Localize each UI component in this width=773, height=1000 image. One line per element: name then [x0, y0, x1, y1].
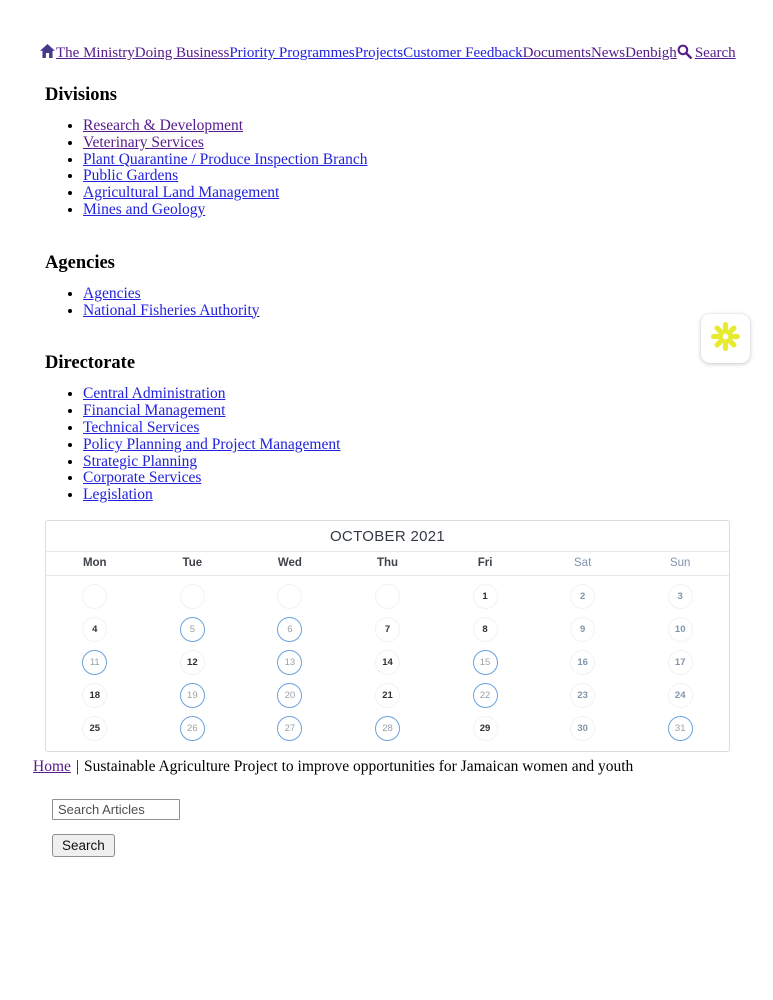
calendar-event-day-20[interactable]: 20: [277, 683, 302, 708]
calendar-cell: [241, 712, 339, 745]
section-list: [45, 118, 773, 219]
list-item: [83, 470, 773, 487]
calendar-cell: [534, 580, 632, 613]
section-divisions: [0, 85, 773, 219]
calendar-cell: [46, 712, 144, 745]
calendar-event-day-28[interactable]: 28: [375, 716, 400, 741]
calendar-day-10: 10: [668, 617, 693, 642]
section-agencies: [0, 253, 773, 320]
link-agencies[interactable]: Agencies: [83, 284, 141, 302]
calendar-cell: [436, 646, 534, 679]
section-heading-agencies: Agencies: [45, 252, 115, 273]
accessibility-widget-button[interactable]: [701, 314, 750, 363]
calendar-title: OCTOBER 2021: [46, 521, 729, 552]
calendar-event-day-13[interactable]: 13: [277, 650, 302, 675]
nav-link-denbigh[interactable]: Denbigh: [625, 45, 677, 61]
list-item: [83, 168, 773, 185]
link-technical-services[interactable]: Technical Services: [83, 418, 200, 436]
breadcrumb-current-page: Sustainable Agriculture Project to improve opportunities for Jamaican women and youth: [84, 757, 634, 775]
link-central-administration[interactable]: Central Administration: [83, 385, 226, 403]
link-sections: [0, 85, 773, 504]
calendar-event-day-15[interactable]: 15: [473, 650, 498, 675]
list-item: [83, 487, 773, 504]
calendar-cell: [241, 580, 339, 613]
asterisk-icon: [710, 321, 741, 357]
calendar-day-2: 2: [570, 584, 595, 609]
calendar-cell: [144, 679, 242, 712]
calendar-cell: [241, 679, 339, 712]
calendar-cell: [144, 613, 242, 646]
calendar-day-29: 29: [473, 716, 498, 741]
list-item: [83, 202, 773, 219]
section-list: [45, 286, 773, 320]
calendar-dayname-tue: Tue: [182, 556, 203, 569]
calendar-event-day-26[interactable]: 26: [180, 716, 205, 741]
events-calendar: [45, 520, 730, 752]
calendar-day-18: 18: [82, 683, 107, 708]
section-directorate: [0, 353, 773, 504]
calendar-day-21: 21: [375, 683, 400, 708]
calendar-cell: [241, 646, 339, 679]
link-plant-quarantine-produce-inspection-branch[interactable]: Plant Quarantine / Produce Inspection Branch: [83, 150, 368, 168]
calendar-day-16: 16: [570, 650, 595, 675]
nav-link-priority-programmes[interactable]: Priority Programmes: [229, 45, 355, 61]
calendar-event-day-6[interactable]: 6: [277, 617, 302, 642]
calendar-day-17: 17: [668, 650, 693, 675]
list-item: [83, 118, 773, 135]
calendar-dayname-thu: Thu: [376, 556, 399, 569]
calendar-day-8: 8: [473, 617, 498, 642]
calendar-day-3: 3: [668, 584, 693, 609]
link-financial-management[interactable]: Financial Management: [83, 402, 226, 420]
link-national-fisheries-authority[interactable]: National Fisheries Authority: [83, 301, 260, 319]
calendar-cell: [436, 712, 534, 745]
list-item: [83, 185, 773, 202]
calendar-cell: [631, 613, 729, 646]
calendar-dayname-fri: Fri: [477, 556, 493, 569]
calendar-dayname-sat: Sat: [574, 556, 592, 569]
calendar-cell: [436, 580, 534, 613]
calendar-day-24: 24: [668, 683, 693, 708]
calendar-day-9: 9: [570, 617, 595, 642]
link-policy-planning-and-project-management[interactable]: Policy Planning and Project Management: [83, 435, 341, 453]
calendar-empty-day: [180, 584, 205, 609]
search-link[interactable]: [677, 45, 736, 61]
link-public-gardens[interactable]: Public Gardens: [83, 167, 179, 185]
calendar-cell: [46, 580, 144, 613]
calendar-cell: [534, 679, 632, 712]
calendar-cell: [339, 613, 437, 646]
link-strategic-planning[interactable]: Strategic Planning: [83, 452, 198, 470]
calendar-event-day-11[interactable]: 11: [82, 650, 107, 675]
nav-link-documents[interactable]: Documents: [522, 45, 591, 61]
top-nav: [0, 0, 773, 62]
calendar-cell: [144, 712, 242, 745]
nav-link-projects[interactable]: Projects: [354, 45, 404, 61]
list-item: [83, 403, 773, 420]
calendar-cell: [631, 580, 729, 613]
article-search-input[interactable]: [52, 799, 180, 820]
calendar-empty-day: [375, 584, 400, 609]
calendar-day-12: 12: [180, 650, 205, 675]
calendar-cell: [144, 646, 242, 679]
calendar-dayname-sun: Sun: [669, 556, 691, 569]
link-corporate-services[interactable]: Corporate Services: [83, 469, 202, 487]
calendar-cell: [534, 712, 632, 745]
calendar-cell: [339, 580, 437, 613]
link-veterinary-services[interactable]: Veterinary Services: [83, 133, 204, 151]
calendar-cell: [339, 712, 437, 745]
calendar-cell: [144, 580, 242, 613]
calendar-grid: [46, 576, 729, 751]
calendar-cell: [534, 613, 632, 646]
calendar-cell: [631, 679, 729, 712]
calendar-cell: [436, 613, 534, 646]
link-legislation[interactable]: Legislation: [83, 486, 153, 504]
calendar-event-day-27[interactable]: 27: [277, 716, 302, 741]
home-icon: [40, 45, 55, 61]
calendar-dayname-wed: Wed: [277, 556, 302, 569]
list-item: [83, 303, 773, 320]
calendar-day-1: 1: [473, 584, 498, 609]
calendar-event-day-22[interactable]: 22: [473, 683, 498, 708]
list-item: [83, 454, 773, 471]
home-link[interactable]: [40, 45, 55, 61]
calendar-cell: [339, 646, 437, 679]
calendar-empty-day: [82, 584, 107, 609]
calendar-day-4: 4: [82, 617, 107, 642]
calendar-event-day-19[interactable]: 19: [180, 683, 205, 708]
section-heading-divisions: Divisions: [45, 85, 117, 105]
calendar-event-day-31[interactable]: 31: [668, 716, 693, 741]
breadcrumb-separator: |: [75, 757, 79, 775]
calendar-cell: [241, 613, 339, 646]
calendar-cell: [631, 646, 729, 679]
calendar-cell: [534, 646, 632, 679]
list-item: [83, 420, 773, 437]
calendar-day-30: 30: [570, 716, 595, 741]
list-item: [83, 386, 773, 403]
search-icon: [677, 45, 695, 61]
section-list: [45, 386, 773, 504]
calendar-empty-day: [277, 584, 302, 609]
calendar-cell: [46, 679, 144, 712]
link-mines-and-geology[interactable]: Mines and Geology: [83, 200, 206, 218]
calendar-cell: [46, 613, 144, 646]
list-item: [83, 152, 773, 169]
link-research-development[interactable]: Research & Development: [83, 117, 244, 134]
calendar-day-7: 7: [375, 617, 400, 642]
list-item: [83, 437, 773, 454]
calendar-event-day-5[interactable]: 5: [180, 617, 205, 642]
section-heading-directorate: Directorate: [45, 353, 136, 374]
calendar-cell: [631, 712, 729, 745]
calendar-cell: [436, 679, 534, 712]
calendar-day-14: 14: [375, 650, 400, 675]
calendar-dayname-mon: Mon: [82, 556, 107, 569]
search-link-label: Search: [694, 45, 736, 61]
link-agricultural-land-management[interactable]: Agricultural Land Management: [83, 184, 280, 202]
article-search: [52, 799, 773, 857]
calendar-cell: [46, 646, 144, 679]
nav-link-customer-feedback[interactable]: Customer Feedback: [403, 45, 523, 61]
list-item: [83, 286, 773, 303]
calendar-day-25: 25: [82, 716, 107, 741]
nav-link-doing-business[interactable]: Doing Business: [134, 45, 230, 61]
nav-link-the-ministry[interactable]: The Ministry: [56, 45, 135, 61]
nav-link-news[interactable]: News: [590, 45, 626, 61]
breadcrumb: [33, 758, 773, 776]
list-item: [83, 135, 773, 152]
article-search-button[interactable]: Search: [52, 834, 115, 857]
breadcrumb-home-link[interactable]: Home: [33, 757, 71, 775]
calendar-day-headers: [46, 552, 729, 576]
calendar-day-23: 23: [570, 683, 595, 708]
calendar-cell: [339, 679, 437, 712]
